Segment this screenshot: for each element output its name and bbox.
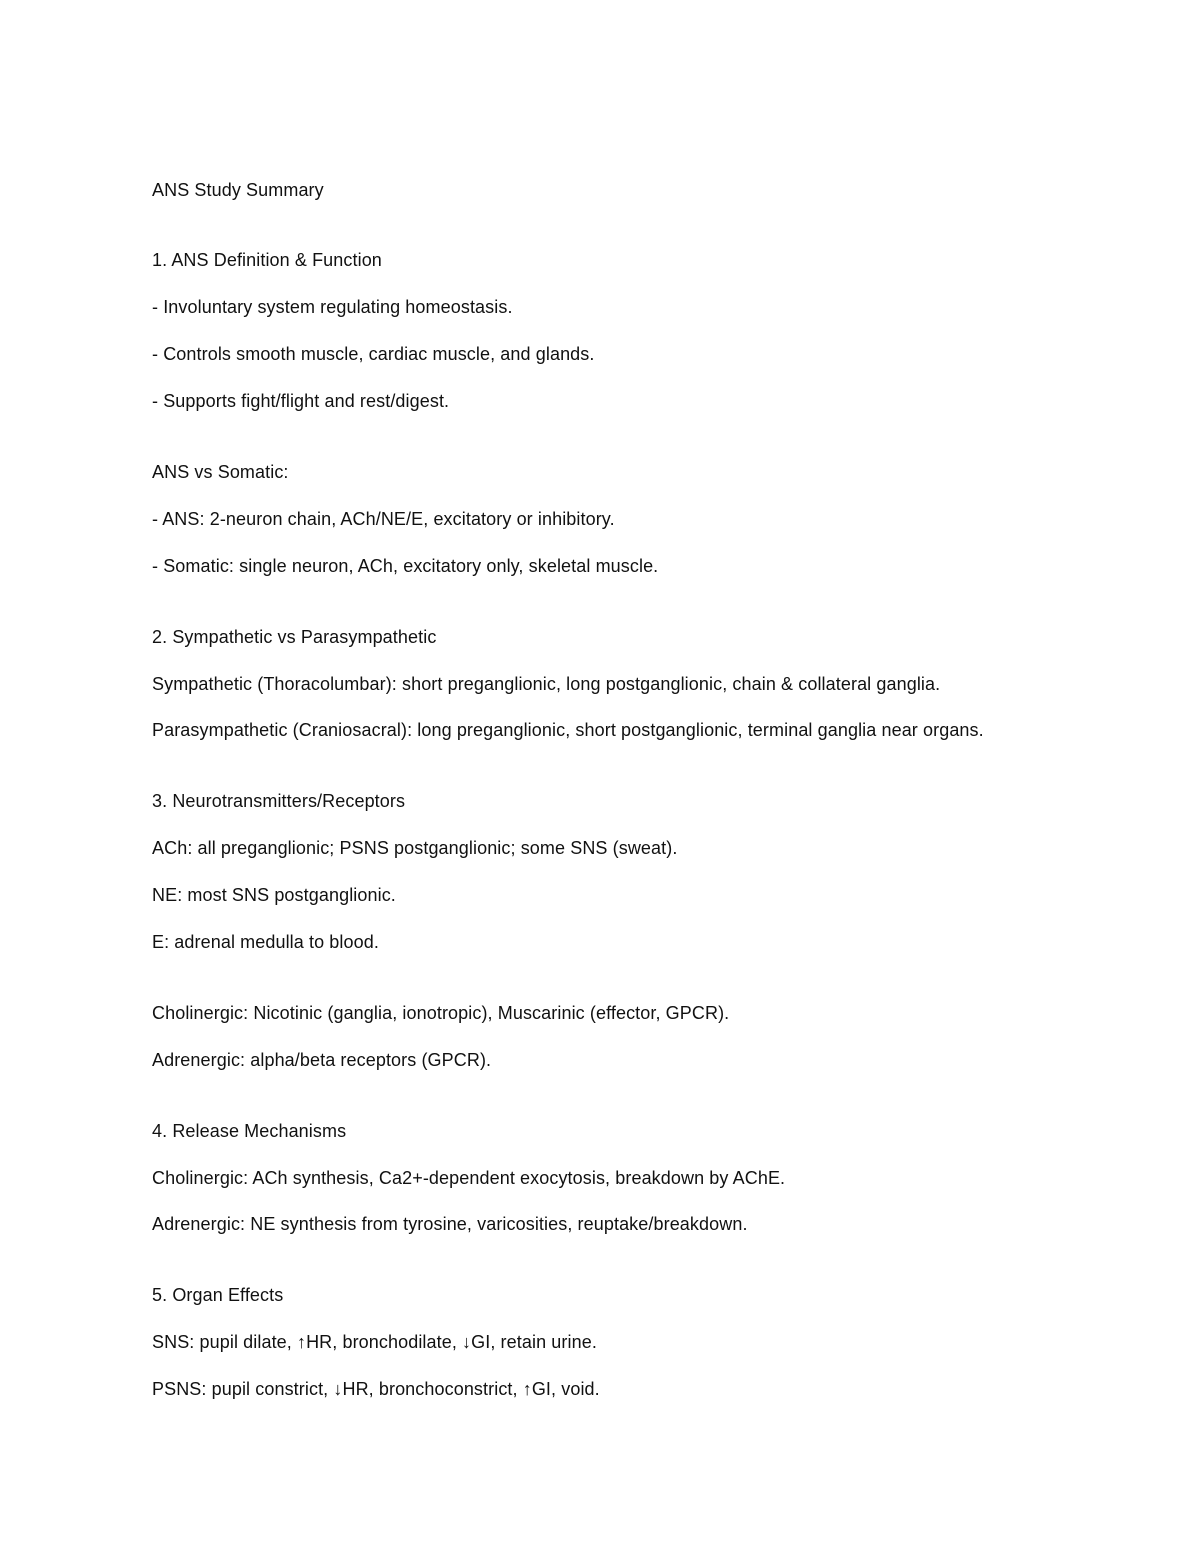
section-heading: 2. Sympathetic vs Parasympathetic [152,627,437,647]
section-line: ACh: all preganglionic; PSNS postganglionic; some SNS (sweat). [152,838,678,858]
section-line: E: adrenal medulla to blood. [152,932,379,952]
section-line: Cholinergic: Nicotinic (ganglia, ionotropic), Muscarinic (effector, GPCR). [152,1003,730,1023]
section-line: - ANS: 2-neuron chain, ACh/NE/E, excitatory or inhibitory. [152,509,615,529]
section-heading: 1. ANS Definition & Function [152,250,382,270]
section-heading: 4. Release Mechanisms [152,1121,347,1141]
section-line: - Controls smooth muscle, cardiac muscle, and glands. [152,344,595,364]
document-title: ANS Study Summary [152,180,324,200]
section-line: Parasympathetic (Craniosacral): long preganglionic, short postganglionic, terminal ganglia near organs. [152,720,984,740]
section-line: Cholinergic: ACh synthesis, Ca2+-dependent exocytosis, breakdown by AChE. [152,1168,786,1188]
section-line: PSNS: pupil constrict, ↓HR, bronchoconstrict, ↑GI, void. [152,1379,600,1399]
section-line: SNS: pupil dilate, ↑HR, bronchodilate, ↓GI, retain urine. [152,1332,597,1352]
section-line: - Supports fight/flight and rest/digest. [152,391,450,411]
section-heading: 3. Neurotransmitters/Receptors [152,791,406,811]
section-line: NE: most SNS postganglionic. [152,885,396,905]
section-line: Sympathetic (Thoracolumbar): short preganglionic, long postganglionic, chain & collateral ganglia. [152,674,941,694]
section-line: Adrenergic: alpha/beta receptors (GPCR). [152,1050,492,1070]
section-heading: ANS vs Somatic: [152,462,289,482]
section-line: Adrenergic: NE synthesis from tyrosine, varicosities, reuptake/breakdown. [152,1214,748,1234]
section-line: - Involuntary system regulating homeostasis. [152,297,513,317]
section-line: - Somatic: single neuron, ACh, excitatory only, skeletal muscle. [152,556,659,576]
section-heading: 5. Organ Effects [152,1285,284,1305]
